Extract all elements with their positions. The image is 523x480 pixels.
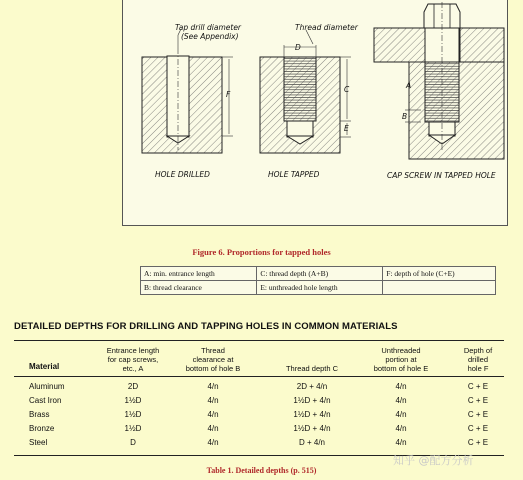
cell-material: Aluminum [29,382,65,391]
cell-b: 4/n [207,410,219,419]
cell-c: 1½D + 4/n [293,396,331,405]
cell-c: 1½D + 4/n [293,424,331,433]
header-material: Material [29,362,60,371]
cell-e: 4/n [395,396,407,405]
cap-screw-title: CAP SCREW IN TAPPED HOLE [387,171,496,180]
hole-drilled-diagram [142,23,242,179]
header-thread-depth: Thread depth C [285,364,339,373]
cap-screw-diagram [374,2,504,180]
cell-f: C + E [467,396,489,405]
cell-b: 4/n [207,438,219,447]
header-depth: Depth of drilled hole F [463,346,493,373]
legend-row [141,281,496,295]
table-top-rule [14,340,504,341]
dimension-c-label: C [344,85,350,94]
cell-f: C + E [467,382,489,391]
cell-material: Steel [29,438,48,447]
tap-drill-label: Tap drill diameter [175,23,242,32]
cell-b: 4/n [207,396,219,405]
cell-a: 1½D [124,396,142,405]
legend-cell: B: thread clearance [141,281,257,295]
figure-box [122,0,508,226]
figure-caption: Figure 6. Proportions for tapped holes [192,247,331,257]
cell-e: 4/n [395,410,407,419]
cell-material: Brass [29,410,50,419]
legend-cell: A: min. entrance length [141,267,257,281]
table-caption: Table 1. Detailed depths (p. 515) [206,466,317,475]
legend-row [141,267,496,281]
table-title: DETAILED DEPTHS FOR DRILLING AND TAPPING HOLES IN COMMON MATERIALS [14,321,398,332]
cell-f: C + E [467,424,489,433]
cell-e: 4/n [395,382,407,391]
header-entrance: Entrance length for cap screws, etc., A [106,346,160,373]
dimension-e-label: E [344,124,349,133]
thread-diameter-label: Thread diameter [295,23,358,32]
cell-e: 4/n [395,424,407,433]
table-row [14,382,504,396]
table-row [14,410,504,424]
cell-e: 4/n [395,438,407,447]
dimension-b-label: B [402,112,408,121]
cell-material: Cast Iron [29,396,62,405]
legend-cell [383,281,496,295]
cell-b: 4/n [207,382,219,391]
cell-f: C + E [467,438,489,447]
hole-drilled-title: HOLE DRILLED [155,170,210,179]
hole-tapped-title: HOLE TAPPED [268,170,320,179]
watermark: 知乎 @配方分析 [393,454,474,467]
cell-c: 2D + 4/n [296,382,328,391]
table-row [14,438,504,452]
hole-tapped-diagram [260,23,359,179]
cell-a: D [130,438,136,447]
see-appendix-label: (See Appendix) [181,32,239,41]
legend-table [140,266,496,295]
legend-cell: C: thread depth (A+B) [257,267,383,281]
header-unthreaded: Unthreaded portion at bottom of hole E [373,346,429,373]
cell-c: 1½D + 4/n [293,410,331,419]
legend-cell: E: unthreaded hole length [257,281,383,295]
cell-material: Bronze [29,424,55,433]
table-row [14,396,504,410]
cell-f: C + E [467,410,489,419]
dimension-a-label: A [406,81,412,90]
tapped-holes-drawing [123,0,509,226]
cell-a: 2D [127,382,139,391]
cell-b: 4/n [207,424,219,433]
cell-a: 1½D [124,410,142,419]
table-row [14,424,504,438]
cell-a: 1½D [124,424,142,433]
table-header-rule [14,376,504,377]
legend-cell: F: depth of hole (C+E) [383,267,496,281]
dimension-d-label: D [295,43,301,52]
cell-c: D + 4/n [298,438,325,447]
dimension-f-label: F [226,90,231,99]
header-clearance: Thread clearance at bottom of hole B [185,346,241,373]
